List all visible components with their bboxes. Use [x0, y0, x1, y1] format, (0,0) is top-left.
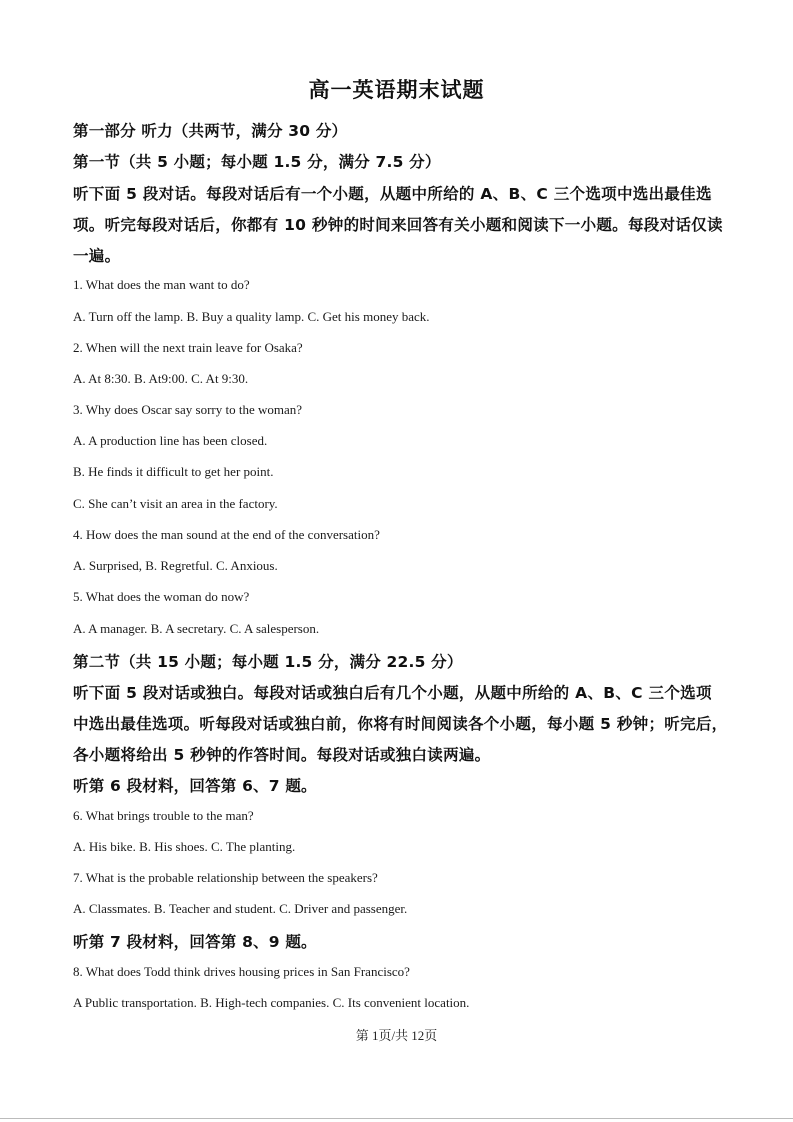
question-text: 3. Why does Oscar say sorry to the woman?: [73, 402, 303, 417]
instruction-line: 中选出最佳选项。听每段对话或独白前，你将有时间阅读各个小题，每小题 5 秒钟；听完后，: [73, 715, 728, 733]
page-title: 高一英语期末试题: [308, 78, 485, 102]
options-text: C. She can’t visit an area in the factory.: [73, 496, 278, 511]
page-bottom-rule: [0, 1118, 793, 1119]
question-text: 8. What does Todd think drives housing prices in San Francisco?: [73, 964, 410, 979]
options-text: A. At 8:30. B. At9:00. C. At 9:30.: [73, 371, 249, 386]
question-text: 5. What does the woman do now?: [73, 589, 250, 604]
question-text: 2. When will the next train leave for Osaka?: [73, 340, 303, 355]
options-text: A. Classmates. B. Teacher and student. C. Driver and passenger.: [73, 901, 408, 916]
section-heading: 第二节（共 15 小题；每小题 1.5 分，满分 22.5 分）: [73, 653, 463, 671]
options-text: A. A manager. B. A secretary. C. A salesperson.: [73, 621, 320, 636]
section-heading: 第一节（共 5 小题；每小题 1.5 分，满分 7.5 分）: [73, 153, 441, 171]
options-text: A. A production line has been closed.: [73, 433, 268, 448]
part-heading: 第一部分 听力（共两节，满分 30 分）: [73, 122, 348, 140]
options-text: A. Turn off the lamp. B. Buy a quality lamp. C. Get his money back.: [73, 309, 430, 324]
options-text: B. He finds it difficult to get her point.: [73, 464, 274, 479]
instruction-line: 项。听完每段对话后，你都有 10 秒钟的时间来回答有关小题和阅读下一小题。每段对话仅读: [73, 216, 723, 234]
options-text: A Public transportation. B. High-tech companies. C. Its convenient location.: [73, 995, 470, 1010]
page-footer: 第 1页/共 12页: [355, 1028, 438, 1043]
question-text: 4. How does the man sound at the end of the conversation?: [73, 527, 380, 542]
material-heading: 听第 6 段材料，回答第 6、7 题。: [73, 777, 317, 795]
instruction-line: 各小题将给出 5 秒钟的作答时间。每段对话或独白读两遍。: [73, 746, 491, 764]
instruction-line: 听下面 5 段对话。每段对话后有一个小题，从题中所给的 A、B、C 三个选项中选出最佳选: [73, 185, 712, 203]
question-text: 1. What does the man want to do?: [73, 277, 250, 292]
options-text: A. Surprised, B. Regretful. C. Anxious.: [73, 558, 278, 573]
material-heading: 听第 7 段材料，回答第 8、9 题。: [73, 933, 317, 951]
question-text: 6. What brings trouble to the man?: [73, 808, 254, 823]
instruction-line: 一遍。: [73, 247, 121, 265]
options-text: A. His bike. B. His shoes. C. The planting.: [73, 839, 296, 854]
question-text: 7. What is the probable relationship between the speakers?: [73, 870, 378, 885]
instruction-line: 听下面 5 段对话或独白。每段对话或独白后有几个小题，从题中所给的 A、B、C 三个选项: [73, 684, 712, 702]
